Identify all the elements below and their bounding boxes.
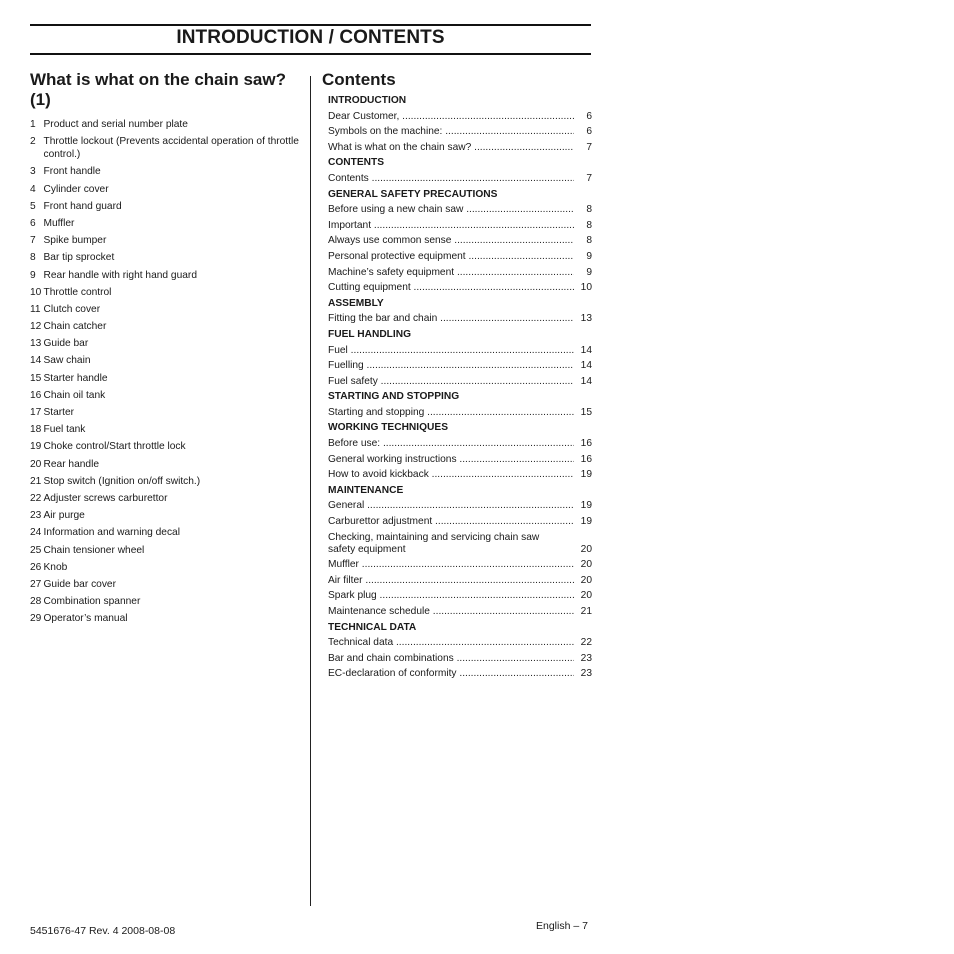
toc-entry-title: Starting and stopping ..... [328,407,574,419]
toc-entry [328,111,592,123]
toc-entry-title: Contents ..... [328,173,574,185]
part-item [30,372,300,385]
toc-entry [328,267,592,279]
toc-entry-page: 14 [580,360,592,372]
toc-entry [328,313,592,325]
toc-entry-title: Maintenance schedule ..... [328,606,574,618]
toc-entry-page: 22 [580,637,592,649]
part-item [30,286,300,299]
toc-entry-page: 8 [586,219,592,231]
part-number: 2 [30,136,36,148]
part-label: Throttle control [43,286,112,298]
part-label: Clutch cover [43,303,101,315]
toc-entry-page: 7 [586,141,592,153]
toc-entry-title: Fuel ..... [328,345,574,357]
part-item [30,561,300,574]
part-item [30,354,300,367]
part-number: 1 [30,119,36,130]
part-item [30,183,300,196]
part-number: 22 [30,492,42,504]
toc-entry-title: Important ..... [328,220,574,232]
toc-entry-page: 6 [586,126,592,138]
toc-entry-page: 23 [580,668,592,680]
toc-entry-page: 20 [580,559,592,571]
part-number: 23 [30,510,42,522]
toc-section-title: INTRODUCTION [328,95,407,106]
part-item [30,389,300,402]
toc-entry [328,204,592,216]
toc-entry-title: How to avoid kickback ..... [328,469,574,481]
toc-entry-title: Fuelling ..... [328,360,574,372]
part-item [30,320,300,333]
part-label: Muffler [43,217,75,229]
toc-entry-page: 8 [586,204,592,216]
part-number: 21 [30,475,42,487]
toc-entry-title: Technical data ..... [328,637,574,649]
part-label: Guide bar cover [43,578,116,590]
part-label: Chain tensioner wheel [43,544,145,556]
parts-list-heading: What is what on the chain saw? (1) [30,70,286,109]
toc-entry-page: 23 [580,652,592,664]
toc-section-title: STARTING AND STOPPING [328,391,460,403]
toc-entry [328,173,592,185]
part-number: 24 [30,527,42,539]
part-number: 12 [30,321,42,333]
header-rule-top [30,24,591,26]
part-item [30,251,300,264]
toc-entry-title: What is what on the chain saw? ..... [328,142,574,154]
document-id: 5451676-47 Rev. 4 2008-08-08 [30,925,176,937]
part-label: Operator’s manual [43,613,128,625]
toc-entry [328,220,592,232]
part-item [30,165,300,178]
part-number: 6 [30,217,36,229]
toc-entry-page: 20 [580,574,592,586]
part-number: 25 [30,544,42,556]
toc-entry [328,469,592,481]
part-item [30,492,300,505]
part-label: Combination spanner [43,596,141,608]
toc-entry-page: 19 [580,516,592,528]
toc-entry-title: Checking, maintaining and servicing chain saw safety equipment [328,531,540,555]
toc-entry [328,360,592,372]
part-number: 10 [30,286,42,298]
part-number: 3 [30,166,36,178]
part-label: Knob [43,561,68,573]
part-label: Rear handle with right hand guard [43,269,197,281]
contents-heading: Contents [322,70,396,89]
toc-entry [328,516,592,528]
part-number: 18 [30,424,42,436]
toc-entry-title: Machine’s safety equipment ..... [328,267,574,279]
toc-entry-title: Spark plug ..... [328,590,574,602]
toc-entry-title: Cutting equipment ..... [328,282,574,294]
column-divider [310,76,311,906]
part-label: Product and serial number plate [43,119,188,130]
toc-entry-title: Dear Customer, ..... [328,111,574,123]
part-label: Throttle lockout (Prevents accidental operation of throttle control.) [43,136,299,161]
parts-list [30,118,300,625]
toc-entry-page: 9 [586,266,592,278]
part-label: Front handle [43,166,101,178]
part-number: 4 [30,183,36,195]
toc-entry [328,142,592,154]
part-item [30,526,300,539]
page-number: English – 7 [536,920,588,932]
part-number: 27 [30,578,42,590]
part-label: Air purge [43,510,85,522]
part-number: 14 [30,355,42,367]
part-label: Saw chain [43,355,91,367]
part-item [30,337,300,350]
part-item [30,200,300,213]
parts-list-column [30,70,300,629]
toc-entry [328,407,592,419]
part-number: 28 [30,596,42,608]
toc-entry [328,282,592,294]
part-item [30,135,300,161]
toc-entry-page: 6 [586,110,592,122]
toc-entry [328,637,592,649]
part-item [30,423,300,436]
toc-entry-title: EC-declaration of conformity ..... [328,668,574,680]
part-label: Fuel tank [43,424,86,436]
part-item [30,303,300,316]
toc-entry-title: Before use: ..... [328,438,574,450]
part-number: 17 [30,407,42,418]
part-item [30,217,300,230]
part-label: Guide bar [43,338,89,350]
part-label: Chain catcher [43,321,107,333]
part-label: Chain oil tank [43,389,106,401]
part-label: Adjuster screws carburettor [43,492,168,504]
toc-entry [328,590,592,602]
contents-column [322,70,592,684]
part-label: Front hand guard [43,200,122,212]
part-number: 7 [30,235,36,247]
toc-entry [328,532,592,556]
part-item [30,269,300,282]
part-number: 16 [30,389,42,401]
part-label: Spike bumper [43,235,107,247]
toc-entry-title: General working instructions ..... [328,454,574,466]
toc-entry [328,575,592,587]
toc-entry-page: 16 [580,453,592,465]
toc-entry-title: Carburettor adjustment ..... [328,516,574,528]
toc-entry-page: 8 [586,235,592,247]
part-number: 8 [30,252,36,264]
toc-entry-page: 16 [580,438,592,450]
part-label: Stop switch (Ignition on/off switch.) [43,475,201,487]
part-label: Rear handle [43,458,100,470]
toc-entry-page: 20 [580,543,592,555]
part-label: Information and warning decal [43,527,180,539]
toc-section-title: TECHNICAL DATA [328,621,417,633]
table-of-contents [322,95,592,680]
toc-entry-page: 20 [580,590,592,602]
toc-entry-page: 19 [580,500,592,512]
toc-entry [328,668,592,680]
part-label: Starter [43,407,75,418]
toc-section-title: ASSEMBLY [328,297,384,309]
part-item [30,578,300,591]
toc-entry-page: 13 [580,313,592,325]
toc-entry-title: General ..... [328,500,574,512]
toc-section-title: MAINTENANCE [328,484,404,496]
toc-entry-title: Air filter ..... [328,575,574,587]
toc-section-title: FUEL HANDLING [328,328,412,340]
part-item [30,406,300,419]
part-number: 9 [30,269,36,281]
toc-entry [328,376,592,388]
toc-section-title: GENERAL SAFETY PRECAUTIONS [328,188,498,200]
toc-entry [328,454,592,466]
toc-entry-page: 15 [580,406,592,418]
part-item [30,458,300,471]
part-number: 13 [30,338,42,350]
part-item [30,475,300,488]
toc-entry [328,606,592,618]
part-item [30,509,300,522]
toc-entry [328,235,592,247]
page-title: INTRODUCTION / CONTENTS [176,27,445,48]
toc-entry-page: 21 [580,606,592,617]
toc-entry-title: Always use common sense ..... [328,235,574,247]
part-item [30,544,300,557]
toc-section-title: CONTENTS [328,157,385,169]
toc-entry-page: 14 [580,375,592,387]
toc-entry [328,500,592,512]
part-number: 5 [30,200,36,212]
part-label: Choke control/Start throttle lock [43,441,186,453]
part-item [30,440,300,453]
toc-entry-title: Personal protective equipment ..... [328,251,574,263]
toc-entry-page: 19 [580,469,592,481]
toc-entry-page: 14 [580,344,592,356]
part-label: Starter handle [43,372,108,384]
toc-entry-title: Before using a new chain saw ..... [328,204,574,216]
toc-entry-page: 9 [586,250,592,262]
toc-entry-page: 7 [586,172,592,184]
toc-entry [328,559,592,571]
part-number: 29 [30,613,42,625]
toc-entry-title: Symbols on the machine: ..... [328,126,574,138]
part-item [30,118,300,131]
part-item [30,234,300,247]
part-number: 20 [30,458,42,470]
part-item [30,612,300,625]
part-label: Cylinder cover [43,183,109,195]
toc-entry [328,345,592,357]
header-rule-bottom [30,53,591,55]
part-number: 26 [30,561,42,573]
toc-entry-title: Bar and chain combinations ..... [328,653,574,665]
toc-entry [328,438,592,450]
part-label: Bar tip sprocket [43,252,115,264]
toc-entry [328,653,592,665]
toc-entry-title: Muffler ..... [328,559,574,571]
toc-entry-title: Fitting the bar and chain ..... [328,313,574,325]
part-number: 15 [30,372,42,384]
toc-entry [328,126,592,138]
part-item [30,595,300,608]
toc-entry-title: Fuel safety ..... [328,376,574,388]
part-number: 11 [30,303,41,315]
toc-entry-page: 10 [580,282,592,294]
part-number: 19 [30,441,42,453]
toc-entry [328,251,592,263]
toc-section-title: WORKING TECHNIQUES [328,422,448,434]
